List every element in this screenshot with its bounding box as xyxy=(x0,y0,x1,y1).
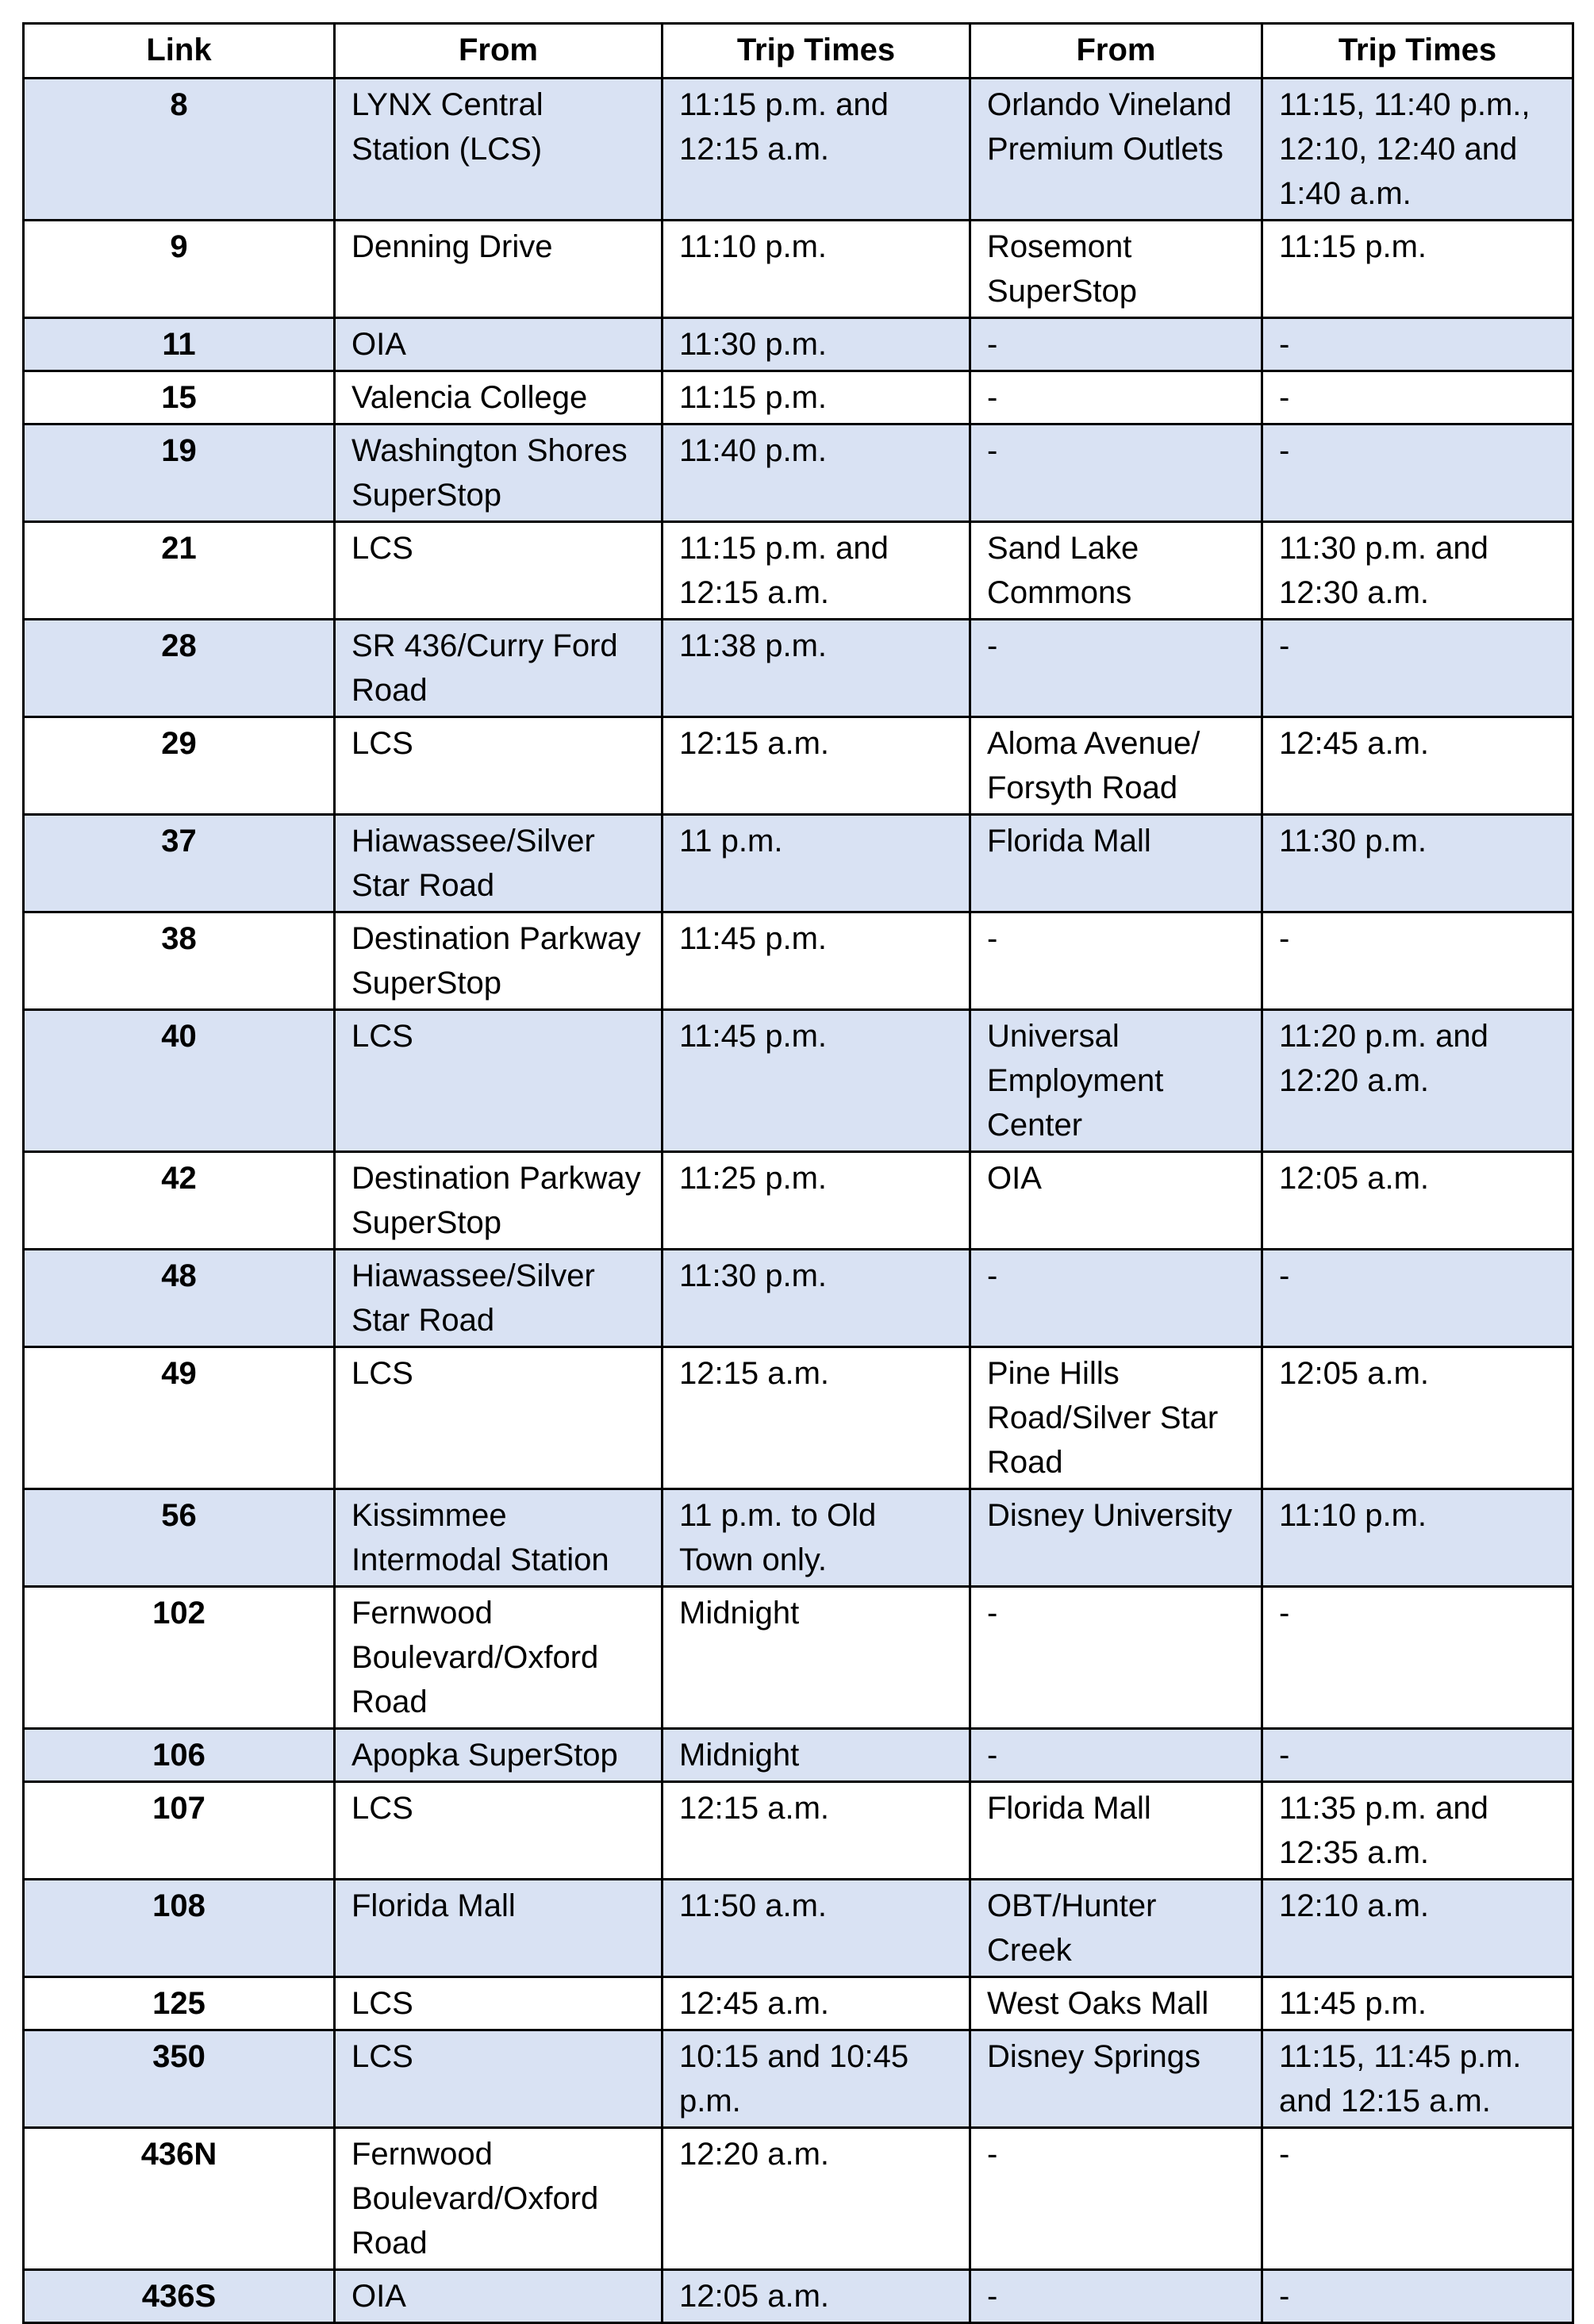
from-cell: Washington Shores SuperStop xyxy=(335,424,663,522)
trip-times-cell: 11 p.m. xyxy=(663,815,970,912)
link-cell: 11 xyxy=(24,318,335,371)
link-cell: 42 xyxy=(24,1152,335,1250)
table-row xyxy=(24,371,1573,424)
table-row xyxy=(24,2128,1573,2270)
trip-times-cell: 11:15 p.m. xyxy=(663,371,970,424)
from-return-cell: - xyxy=(970,2128,1262,2270)
from-return-cell: Aloma Avenue/ Forsyth Road xyxy=(970,717,1262,815)
from-return-cell: - xyxy=(970,1587,1262,1729)
from-return-cell: Disney University xyxy=(970,1489,1262,1587)
table-row xyxy=(24,1880,1573,1977)
table-body xyxy=(24,79,1573,2323)
trip-times-return-cell: 12:05 a.m. xyxy=(1262,1347,1573,1489)
table-row xyxy=(24,1489,1573,1587)
from-return-cell: Rosemont SuperStop xyxy=(970,221,1262,318)
table-row xyxy=(24,1729,1573,1782)
from-cell: LYNX Central Station (LCS) xyxy=(335,79,663,221)
from-cell: Fernwood Boulevard/Oxford Road xyxy=(335,1587,663,1729)
trip-times-return-cell: 11:45 p.m. xyxy=(1262,1977,1573,2030)
link-cell: 56 xyxy=(24,1489,335,1587)
link-cell: 37 xyxy=(24,815,335,912)
from-cell: SR 436/Curry Ford Road xyxy=(335,620,663,717)
from-return-cell: - xyxy=(970,912,1262,1010)
trip-times-return-cell: - xyxy=(1262,318,1573,371)
link-cell: 19 xyxy=(24,424,335,522)
from-cell: Destination Parkway SuperStop xyxy=(335,1152,663,1250)
from-cell: Destination Parkway SuperStop xyxy=(335,912,663,1010)
trip-times-return-cell: - xyxy=(1262,2270,1573,2323)
from-cell: OIA xyxy=(335,2270,663,2323)
table-row xyxy=(24,815,1573,912)
trip-times-cell: 12:45 a.m. xyxy=(663,1977,970,2030)
link-cell: 436S xyxy=(24,2270,335,2323)
trip-times-cell: 11:10 p.m. xyxy=(663,221,970,318)
table-row xyxy=(24,1347,1573,1489)
trip-times-cell: 12:15 a.m. xyxy=(663,1782,970,1880)
trip-times-cell: 11:25 p.m. xyxy=(663,1152,970,1250)
from-cell: Hiawassee/Silver Star Road xyxy=(335,815,663,912)
link-cell: 49 xyxy=(24,1347,335,1489)
table-row xyxy=(24,79,1573,221)
from-return-cell: Pine Hills Road/Silver Star Road xyxy=(970,1347,1262,1489)
trip-times-cell: 11 p.m. to Old Town only. xyxy=(663,1489,970,1587)
trip-times-return-cell: 11:30 p.m. xyxy=(1262,815,1573,912)
trip-times-cell: 11:30 p.m. xyxy=(663,318,970,371)
from-cell: LCS xyxy=(335,1347,663,1489)
table-row xyxy=(24,522,1573,620)
document-page xyxy=(22,22,1572,2324)
from-return-cell: - xyxy=(970,371,1262,424)
header-trip-times-return: Trip Times xyxy=(1262,24,1573,79)
link-cell: 15 xyxy=(24,371,335,424)
from-cell: LCS xyxy=(335,522,663,620)
header-link: Link xyxy=(24,24,335,79)
trip-times-cell: Midnight xyxy=(663,1587,970,1729)
from-return-cell: - xyxy=(970,424,1262,522)
trip-times-return-cell: - xyxy=(1262,912,1573,1010)
from-return-cell: West Oaks Mall xyxy=(970,1977,1262,2030)
trip-times-return-cell: 11:15, 11:40 p.m., 12:10, 12:40 and 1:40 a.m. xyxy=(1262,79,1573,221)
from-return-cell: - xyxy=(970,318,1262,371)
link-cell: 29 xyxy=(24,717,335,815)
link-cell: 9 xyxy=(24,221,335,318)
trip-times-cell: 12:15 a.m. xyxy=(663,717,970,815)
from-cell: LCS xyxy=(335,1782,663,1880)
from-return-cell: - xyxy=(970,620,1262,717)
from-return-cell: - xyxy=(970,1250,1262,1347)
trip-times-return-cell: - xyxy=(1262,1250,1573,1347)
trip-times-return-cell: 11:30 p.m. and 12:30 a.m. xyxy=(1262,522,1573,620)
trip-times-return-cell: - xyxy=(1262,371,1573,424)
trip-times-cell: Midnight xyxy=(663,1729,970,1782)
link-cell: 125 xyxy=(24,1977,335,2030)
trip-times-cell: 11:15 p.m. and 12:15 a.m. xyxy=(663,522,970,620)
table-row xyxy=(24,1152,1573,1250)
trip-times-cell: 11:50 a.m. xyxy=(663,1880,970,1977)
trip-times-table xyxy=(22,22,1574,2324)
link-cell: 102 xyxy=(24,1587,335,1729)
trip-times-cell: 11:38 p.m. xyxy=(663,620,970,717)
table-row xyxy=(24,620,1573,717)
from-return-cell: - xyxy=(970,2270,1262,2323)
table-row xyxy=(24,912,1573,1010)
from-cell: Valencia College xyxy=(335,371,663,424)
header-from: From xyxy=(335,24,663,79)
trip-times-cell: 12:15 a.m. xyxy=(663,1347,970,1489)
table-row xyxy=(24,2270,1573,2323)
link-cell: 107 xyxy=(24,1782,335,1880)
trip-times-cell: 12:05 a.m. xyxy=(663,2270,970,2323)
table-row xyxy=(24,1587,1573,1729)
trip-times-return-cell: - xyxy=(1262,2128,1573,2270)
from-return-cell: Disney Springs xyxy=(970,2030,1262,2128)
from-return-cell: Sand Lake Commons xyxy=(970,522,1262,620)
link-cell: 108 xyxy=(24,1880,335,1977)
link-cell: 28 xyxy=(24,620,335,717)
trip-times-return-cell: 12:05 a.m. xyxy=(1262,1152,1573,1250)
trip-times-return-cell: 11:15, 11:45 p.m. and 12:15 a.m. xyxy=(1262,2030,1573,2128)
from-cell: Florida Mall xyxy=(335,1880,663,1977)
trip-times-cell: 11:45 p.m. xyxy=(663,1010,970,1152)
from-return-cell: OIA xyxy=(970,1152,1262,1250)
from-cell: Denning Drive xyxy=(335,221,663,318)
trip-times-return-cell: 12:45 a.m. xyxy=(1262,717,1573,815)
link-cell: 8 xyxy=(24,79,335,221)
link-cell: 106 xyxy=(24,1729,335,1782)
from-return-cell: Florida Mall xyxy=(970,815,1262,912)
from-cell: OIA xyxy=(335,318,663,371)
from-cell: LCS xyxy=(335,717,663,815)
table-row xyxy=(24,2030,1573,2128)
from-return-cell: Universal Employment Center xyxy=(970,1010,1262,1152)
header-trip-times: Trip Times xyxy=(663,24,970,79)
from-cell: Apopka SuperStop xyxy=(335,1729,663,1782)
trip-times-return-cell: 11:10 p.m. xyxy=(1262,1489,1573,1587)
trip-times-cell: 11:30 p.m. xyxy=(663,1250,970,1347)
trip-times-return-cell: - xyxy=(1262,1729,1573,1782)
link-cell: 38 xyxy=(24,912,335,1010)
table-row xyxy=(24,717,1573,815)
link-cell: 436N xyxy=(24,2128,335,2270)
trip-times-cell: 10:15 and 10:45 p.m. xyxy=(663,2030,970,2128)
table-row xyxy=(24,1977,1573,2030)
header-from-return: From xyxy=(970,24,1262,79)
table-row xyxy=(24,1250,1573,1347)
from-return-cell: - xyxy=(970,1729,1262,1782)
header-row xyxy=(24,24,1573,79)
table-row xyxy=(24,1782,1573,1880)
trip-times-return-cell: 11:35 p.m. and 12:35 a.m. xyxy=(1262,1782,1573,1880)
from-cell: LCS xyxy=(335,2030,663,2128)
table-row xyxy=(24,1010,1573,1152)
table-row xyxy=(24,221,1573,318)
trip-times-return-cell: 11:15 p.m. xyxy=(1262,221,1573,318)
trip-times-return-cell: - xyxy=(1262,424,1573,522)
trip-times-cell: 11:40 p.m. xyxy=(663,424,970,522)
trip-times-cell: 11:45 p.m. xyxy=(663,912,970,1010)
from-cell: Fernwood Boulevard/Oxford Road xyxy=(335,2128,663,2270)
from-return-cell: Florida Mall xyxy=(970,1782,1262,1880)
table-row xyxy=(24,424,1573,522)
from-return-cell: Orlando Vineland Premium Outlets xyxy=(970,79,1262,221)
link-cell: 21 xyxy=(24,522,335,620)
from-cell: Hiawassee/Silver Star Road xyxy=(335,1250,663,1347)
link-cell: 48 xyxy=(24,1250,335,1347)
trip-times-cell: 12:20 a.m. xyxy=(663,2128,970,2270)
from-cell: LCS xyxy=(335,1977,663,2030)
trip-times-return-cell: - xyxy=(1262,1587,1573,1729)
trip-times-return-cell: 11:20 p.m. and 12:20 a.m. xyxy=(1262,1010,1573,1152)
trip-times-return-cell: - xyxy=(1262,620,1573,717)
from-cell: Kissimmee Intermodal Station xyxy=(335,1489,663,1587)
table-row xyxy=(24,318,1573,371)
trip-times-cell: 11:15 p.m. and 12:15 a.m. xyxy=(663,79,970,221)
link-cell: 350 xyxy=(24,2030,335,2128)
from-return-cell: OBT/Hunter Creek xyxy=(970,1880,1262,1977)
link-cell: 40 xyxy=(24,1010,335,1152)
from-cell: LCS xyxy=(335,1010,663,1152)
trip-times-return-cell: 12:10 a.m. xyxy=(1262,1880,1573,1977)
